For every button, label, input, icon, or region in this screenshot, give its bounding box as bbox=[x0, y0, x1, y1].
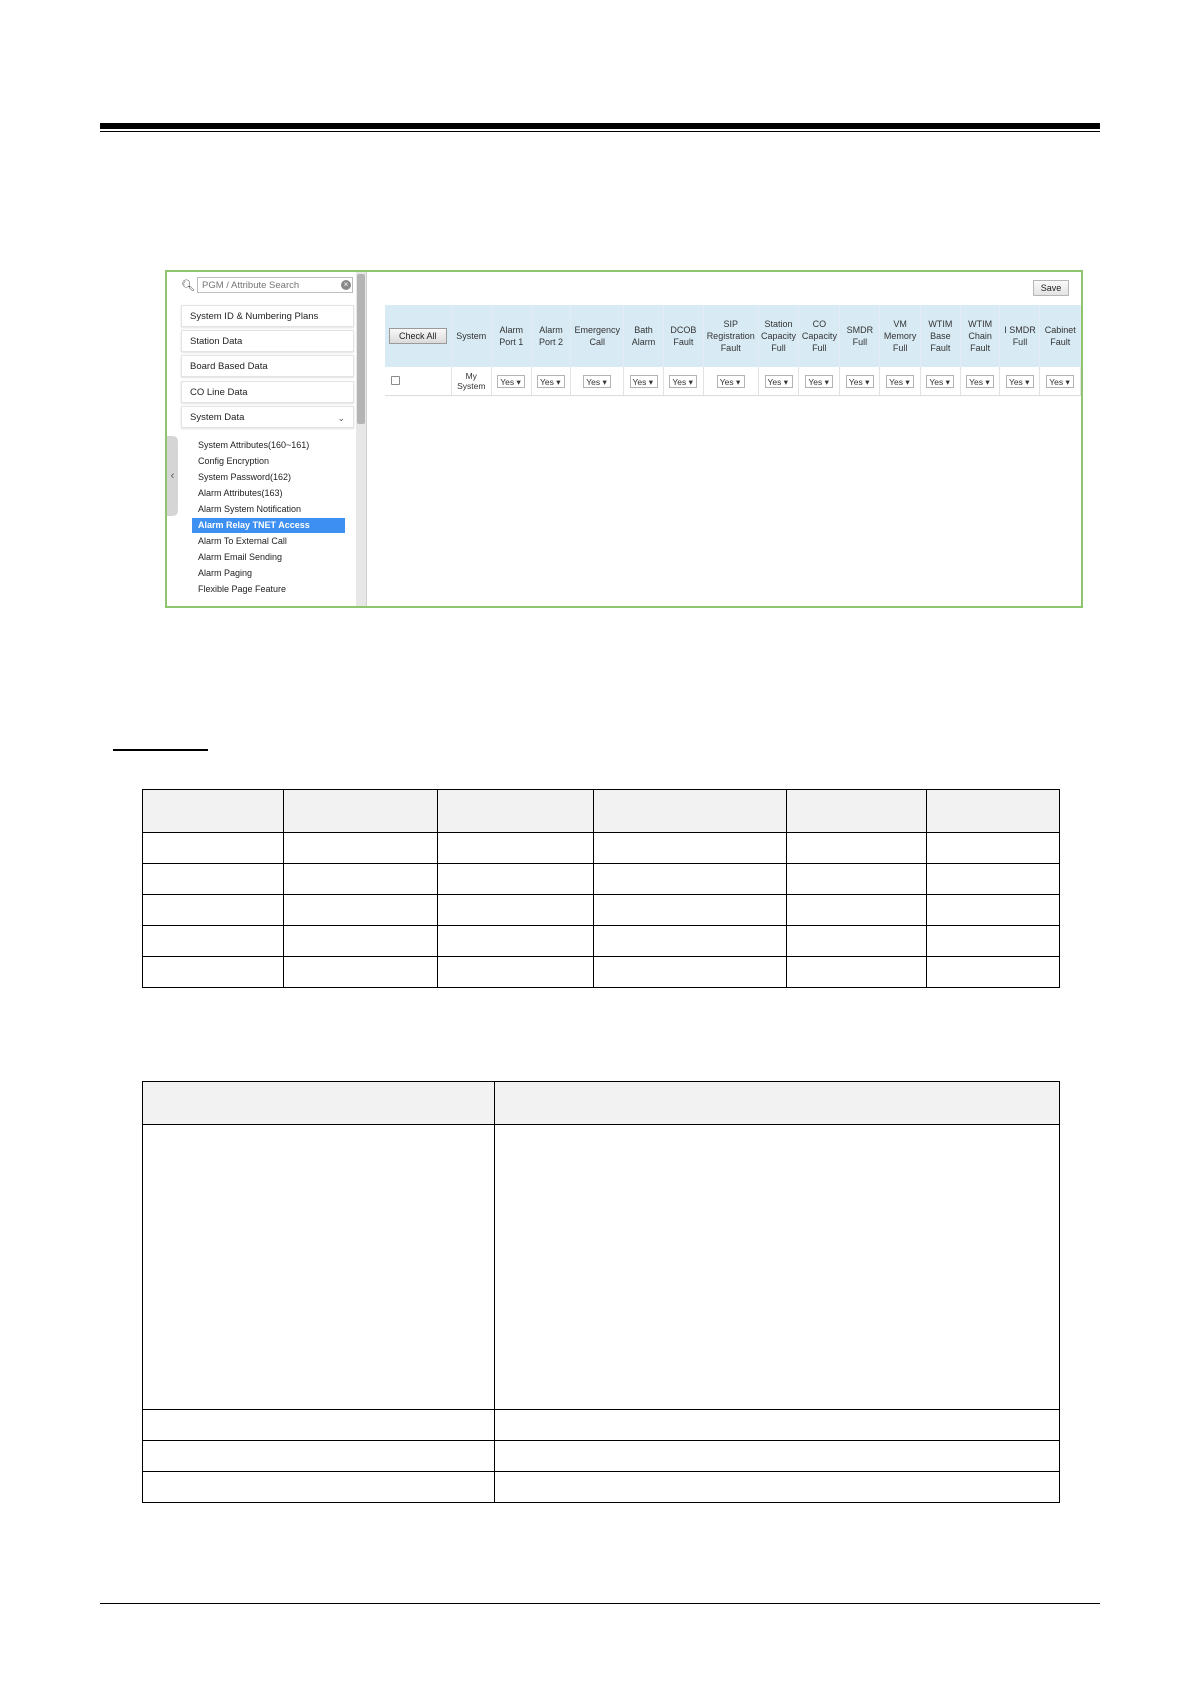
submenu-flexible-page-feature[interactable]: Flexible Page Feature bbox=[198, 584, 287, 594]
value-cell bbox=[960, 367, 1000, 396]
parameter-table bbox=[142, 789, 1060, 988]
value-cell bbox=[880, 367, 921, 396]
table-cell bbox=[495, 1441, 1060, 1472]
table-header-row bbox=[385, 305, 1081, 367]
value-cell bbox=[799, 367, 840, 396]
table-cell bbox=[495, 1125, 1060, 1410]
select-value: Yes bbox=[767, 376, 782, 387]
content-panel bbox=[368, 272, 1081, 606]
column-header-i-smdr-full: I SMDR Full bbox=[1000, 305, 1040, 367]
sip-registration-fault-select[interactable]: Yes ▾ bbox=[717, 375, 745, 388]
header-cell bbox=[594, 790, 787, 833]
check-all-cell bbox=[385, 305, 451, 367]
menu-item-label: CO Line Data bbox=[190, 387, 248, 398]
value-cell bbox=[531, 367, 571, 396]
i-smdr-full-select[interactable]: Yes ▾ bbox=[1006, 375, 1034, 388]
table-cell bbox=[927, 926, 1060, 957]
column-header-system: System bbox=[451, 305, 491, 367]
value-cell bbox=[920, 367, 960, 396]
table-cell bbox=[787, 957, 927, 988]
value-cell bbox=[624, 367, 664, 396]
column-header-station-capacity-full: Station Capacity Full bbox=[758, 305, 799, 367]
search-input[interactable] bbox=[197, 277, 353, 293]
menu-item-board-based-data[interactable] bbox=[181, 355, 354, 377]
submenu-config-encryption[interactable]: Config Encryption bbox=[198, 456, 270, 466]
column-header-smdr-full: SMDR Full bbox=[840, 305, 880, 367]
submenu-alarm-to-external-call[interactable]: Alarm To External Call bbox=[198, 536, 287, 546]
system-name-cell: My System bbox=[451, 367, 491, 396]
table-cell bbox=[787, 864, 927, 895]
table-cell bbox=[143, 957, 284, 988]
select-value: Yes bbox=[672, 376, 687, 387]
column-header-dcob-fault: DCOB Fault bbox=[663, 305, 703, 367]
table-cell bbox=[284, 833, 438, 864]
table-cell bbox=[143, 1125, 495, 1410]
table-cell bbox=[143, 864, 284, 895]
table-cell bbox=[594, 864, 787, 895]
value-cell bbox=[703, 367, 758, 396]
sidebar bbox=[167, 272, 367, 606]
table-row bbox=[143, 926, 1060, 957]
select-value: Yes bbox=[808, 376, 823, 387]
table-row bbox=[143, 1410, 1060, 1441]
table-cell bbox=[927, 895, 1060, 926]
alarm-port-1-select[interactable]: Yes ▾ bbox=[497, 375, 525, 388]
menu-item-label: Board Based Data bbox=[190, 361, 268, 372]
table-row bbox=[143, 1441, 1060, 1472]
table-cell bbox=[594, 926, 787, 957]
column-header-cabinet-fault: Cabinet Fault bbox=[1040, 305, 1081, 367]
column-header-wtim-base-fault: WTIM Base Fault bbox=[920, 305, 960, 367]
table-header-row bbox=[143, 790, 1060, 833]
table-cell bbox=[495, 1410, 1060, 1441]
column-header-wtim-chain-fault: WTIM Chain Fault bbox=[960, 305, 1000, 367]
value-cell bbox=[840, 367, 880, 396]
header-cell bbox=[495, 1082, 1060, 1125]
column-header-vm-memory-full: VM Memory Full bbox=[880, 305, 921, 367]
submenu-alarm-paging[interactable]: Alarm Paging bbox=[198, 568, 253, 578]
menu-item-label: Station Data bbox=[190, 336, 243, 347]
dcob-fault-select[interactable]: Yes ▾ bbox=[669, 375, 697, 388]
table-cell bbox=[284, 926, 438, 957]
table-cell bbox=[284, 957, 438, 988]
header-rule-thin bbox=[100, 131, 1100, 132]
table-cell bbox=[143, 926, 284, 957]
table-row bbox=[385, 367, 1081, 396]
footer-rule bbox=[100, 1603, 1100, 1604]
vm-memory-full-select[interactable]: Yes ▾ bbox=[886, 375, 914, 388]
description-table bbox=[142, 1081, 1060, 1503]
table-cell bbox=[927, 833, 1060, 864]
table-cell bbox=[927, 957, 1060, 988]
select-value: Yes bbox=[500, 376, 515, 387]
value-cell bbox=[1040, 367, 1081, 396]
submenu-alarm-relay-tnet-access[interactable]: Alarm Relay TNET Access bbox=[192, 518, 345, 533]
select-value: Yes bbox=[929, 376, 944, 387]
chevron-down-icon: ⌄ bbox=[337, 413, 345, 423]
column-header-bath-alarm: Bath Alarm bbox=[624, 305, 664, 367]
table-cell bbox=[438, 833, 594, 864]
select-value: Yes bbox=[586, 376, 601, 387]
table-cell bbox=[787, 895, 927, 926]
submenu-alarm-attributes[interactable]: Alarm Attributes(163) bbox=[198, 488, 283, 498]
value-cell bbox=[571, 367, 624, 396]
value-cell bbox=[491, 367, 531, 396]
value-cell bbox=[1000, 367, 1040, 396]
table-cell bbox=[594, 895, 787, 926]
table-cell bbox=[143, 895, 284, 926]
table-header-row bbox=[143, 1082, 1060, 1125]
station-capacity-full-select[interactable]: Yes ▾ bbox=[765, 375, 793, 388]
table-row bbox=[143, 895, 1060, 926]
table-cell bbox=[787, 926, 927, 957]
header-rule bbox=[100, 123, 1100, 129]
menu-item-system-data[interactable] bbox=[181, 406, 354, 428]
table-row bbox=[143, 864, 1060, 895]
clear-search-icon[interactable]: × bbox=[341, 280, 351, 290]
value-cell bbox=[663, 367, 703, 396]
search-icon[interactable]: 🔍︎ bbox=[181, 280, 195, 292]
select-value: Yes bbox=[632, 376, 647, 387]
submenu-alarm-system-notification[interactable]: Alarm System Notification bbox=[198, 504, 302, 514]
wtim-base-fault-select[interactable]: Yes ▾ bbox=[926, 375, 954, 388]
select-value: Yes bbox=[1008, 376, 1023, 387]
smdr-full-select[interactable]: Yes ▾ bbox=[846, 375, 874, 388]
column-header-co-capacity-full: CO Capacity Full bbox=[799, 305, 840, 367]
submenu-system-password[interactable]: System Password(162) bbox=[198, 472, 292, 482]
menu-item-system-id[interactable] bbox=[181, 305, 354, 327]
menu-item-co-line-data[interactable] bbox=[181, 381, 354, 403]
header-cell bbox=[284, 790, 438, 833]
column-header-sip-registration-fault: SIP Registration Fault bbox=[703, 305, 758, 367]
row-checkbox-cell bbox=[385, 367, 451, 396]
select-value: Yes bbox=[848, 376, 863, 387]
column-header-alarm-port-2: Alarm Port 2 bbox=[531, 305, 571, 367]
alarm-relay-table bbox=[385, 305, 1081, 396]
table-cell bbox=[284, 864, 438, 895]
select-value: Yes bbox=[540, 376, 554, 387]
column-header-alarm-port-1: Alarm Port 1 bbox=[491, 305, 531, 367]
table-row bbox=[143, 1472, 1060, 1503]
table-cell bbox=[438, 926, 594, 957]
table-cell bbox=[438, 957, 594, 988]
table-cell bbox=[143, 1410, 495, 1441]
bath-alarm-select[interactable]: Yes ▾ bbox=[630, 375, 658, 388]
menu-item-label: System ID & Numbering Plans bbox=[190, 311, 319, 322]
header-cell bbox=[438, 790, 594, 833]
table-cell bbox=[143, 833, 284, 864]
wtim-chain-fault-select[interactable]: Yes ▾ bbox=[966, 375, 994, 388]
table-cell bbox=[787, 833, 927, 864]
header-cell bbox=[787, 790, 927, 833]
table-row bbox=[143, 1125, 1060, 1410]
select-value: Yes bbox=[719, 376, 734, 387]
collapse-sidebar-icon[interactable]: ‹ bbox=[167, 436, 178, 516]
table-row bbox=[143, 833, 1060, 864]
select-value: Yes bbox=[1049, 376, 1064, 387]
table-cell bbox=[495, 1472, 1060, 1503]
table-cell bbox=[143, 1441, 495, 1472]
emergency-call-select[interactable]: Yes ▾ bbox=[583, 375, 611, 388]
save-button[interactable]: Save bbox=[1033, 280, 1069, 296]
sidebar-scrollbar-thumb[interactable] bbox=[357, 274, 365, 424]
menu-item-label: System Data bbox=[190, 412, 245, 423]
header-cell bbox=[927, 790, 1060, 833]
submenu-system-attributes[interactable]: System Attributes(160~161) bbox=[198, 440, 310, 450]
table-row bbox=[143, 957, 1060, 988]
value-cell bbox=[758, 367, 799, 396]
select-value: Yes bbox=[969, 376, 983, 387]
table-cell bbox=[284, 895, 438, 926]
alarm-port-2-select[interactable]: Yes ▾ bbox=[537, 375, 565, 388]
header-cell bbox=[143, 790, 284, 833]
table-cell bbox=[594, 957, 787, 988]
cabinet-fault-select[interactable]: Yes ▾ bbox=[1046, 375, 1074, 388]
column-header-emergency-call: Emergency Call bbox=[571, 305, 624, 367]
co-capacity-full-select[interactable]: Yes ▾ bbox=[805, 375, 833, 388]
admin-screenshot bbox=[165, 270, 1083, 608]
select-value: Yes bbox=[889, 376, 904, 387]
check-all-button[interactable]: Check All bbox=[389, 328, 447, 344]
search-box bbox=[181, 277, 355, 295]
table-cell bbox=[927, 864, 1060, 895]
table-cell bbox=[594, 833, 787, 864]
table-cell bbox=[438, 895, 594, 926]
menu-item-station-data[interactable] bbox=[181, 330, 354, 352]
row-checkbox[interactable] bbox=[391, 376, 400, 385]
section-heading-underline bbox=[113, 749, 208, 751]
table-cell bbox=[143, 1472, 495, 1503]
table-cell bbox=[438, 864, 594, 895]
submenu-alarm-email-sending[interactable]: Alarm Email Sending bbox=[198, 552, 283, 562]
header-cell bbox=[143, 1082, 495, 1125]
